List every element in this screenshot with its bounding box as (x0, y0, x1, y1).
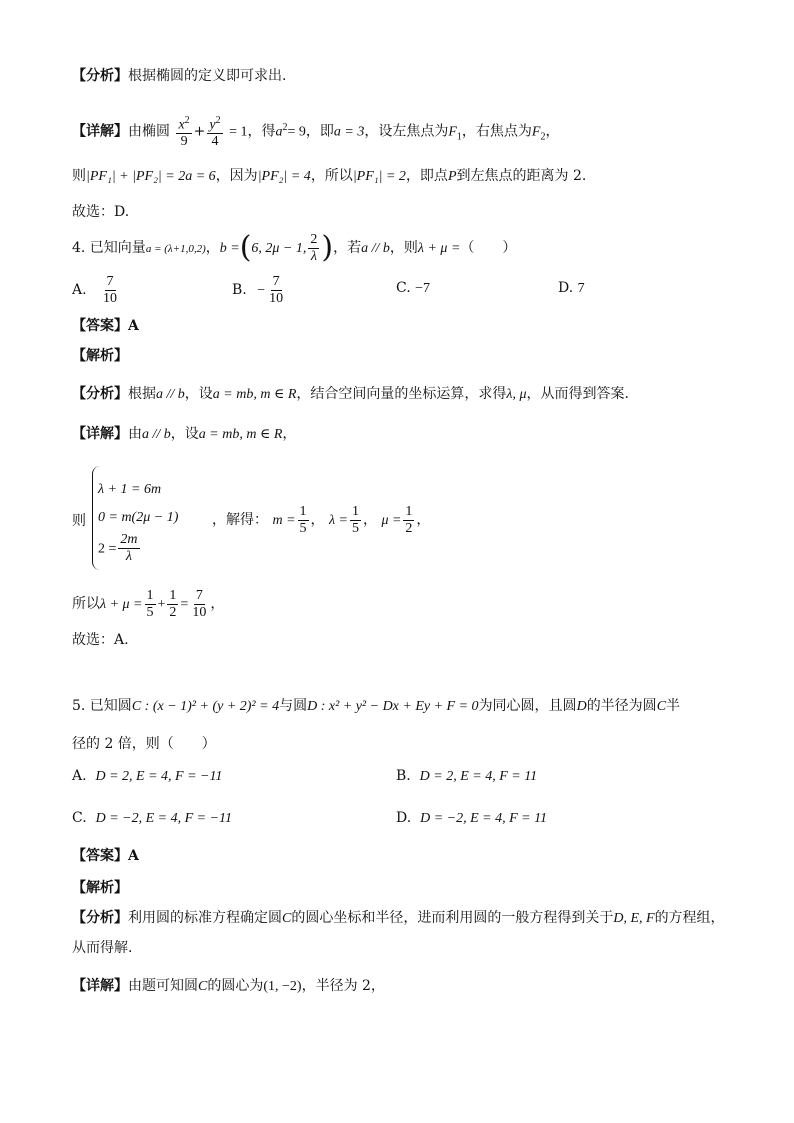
fraction-2-lambda (308, 232, 319, 265)
var-x: x (178, 117, 185, 133)
q3-choose: 故选：D. (72, 204, 130, 220)
mu-lhs: μ = (381, 513, 402, 528)
analysis-text: ，从而得到答案. (526, 386, 629, 402)
detail-text: ，即点 (405, 168, 448, 184)
denominator: 5 (351, 520, 359, 536)
minus-sign: − (257, 283, 266, 298)
F1: F (448, 124, 457, 140)
q4-option-d (558, 280, 585, 297)
numerator: 2m (120, 532, 138, 547)
option-value: D = −2, E = 4, F = −11 (95, 811, 232, 826)
q3-analysis (72, 66, 286, 86)
option-label: B. (396, 768, 411, 784)
var-C: C (282, 911, 292, 926)
q4-sum (72, 582, 224, 626)
q5-option-d (396, 810, 547, 827)
detail-text: ，设左焦点为 (364, 123, 449, 140)
q5-answer (72, 846, 139, 866)
center-coords: (1, −2) (263, 979, 302, 994)
lambda-plus-mu: λ + μ = (417, 241, 461, 256)
vector-b-components: 6, 2μ − 1, (251, 241, 307, 256)
fraction-m (298, 504, 309, 537)
plus-sign: + (157, 597, 166, 612)
detail-tag: 【详解】 (72, 426, 128, 442)
separator: ， (310, 512, 325, 528)
detail-text: ，设 (170, 426, 199, 442)
stem-text: 半 (666, 698, 681, 714)
vector-relation: a = mb, m ∈ R (212, 387, 297, 402)
detail-text: ，即 (305, 123, 334, 140)
comma: ， (205, 240, 220, 256)
question-number: 5. 已知圆 (72, 698, 132, 714)
left-paren: ( (239, 230, 252, 265)
answer-value: A (128, 848, 139, 864)
system-prefix: 则 (72, 513, 86, 529)
analysis-text: 根据椭圆的定义即可求出. (128, 68, 287, 84)
var-C: C (656, 699, 667, 714)
sum-text: 所以 (72, 596, 100, 612)
equals-nine: = 9 (287, 124, 306, 140)
numerator: 7 (195, 587, 203, 603)
denominator: λ (310, 248, 317, 264)
q5-stem-line2: 径的 2 倍，则（ ） (72, 736, 216, 752)
fraction-1-5 (145, 588, 156, 621)
analysis-tag: 【分析】 (72, 68, 128, 84)
detail-text: ，因为 (215, 168, 258, 184)
detail-text: 到左焦点的距离为 2. (456, 168, 587, 184)
vars-DEF: D, E, F (613, 911, 655, 926)
system-row-1: λ + 1 = 6m (98, 482, 162, 497)
option-label: C. (72, 810, 87, 826)
pf2-expr: |PF₂| = 4 (257, 169, 311, 184)
detail-text: 由椭圆 (128, 123, 170, 140)
circle-d-equation: D : x² + y² − Dx + Ey + F = 0 (307, 699, 479, 714)
option-label: C. (396, 280, 411, 296)
answer-tag: 【答案】 (72, 318, 128, 334)
parallel-expr: a // b (142, 427, 171, 442)
numerator: 7 (106, 273, 114, 289)
analysis-text: ，结合空间向量的坐标运算，求得 (296, 386, 507, 402)
q5-option-c (72, 810, 232, 827)
system-solution (212, 500, 430, 541)
denominator: 10 (103, 290, 118, 306)
q4-answer (72, 316, 139, 336)
answer-tag: 【答案】 (72, 848, 128, 864)
option-label: D. (396, 810, 412, 826)
denominator: 5 (299, 520, 307, 536)
q4-stem (72, 230, 516, 266)
fraction-x2-9: $\frac{x^2}{9}$ (178, 114, 190, 150)
analysis-tag: 【分析】 (72, 910, 128, 926)
detail-text: ，得 (247, 123, 276, 140)
q5-analysis-line2: 从而得解. (72, 940, 133, 956)
vector-a-def: a = (λ+1,0,2) (145, 243, 206, 255)
var-a: a (275, 124, 283, 140)
stem-text: ，则 (389, 240, 418, 256)
detail-text: 的圆心为 (207, 978, 264, 994)
analysis-text: 根据 (128, 386, 156, 402)
numerator: 2 (310, 231, 318, 247)
detail-text: ，半径为 2， (301, 978, 385, 994)
fraction-lambda (350, 504, 361, 537)
answer-paren: （ ） (460, 240, 517, 256)
numerator: 7 (272, 273, 280, 289)
q5-analysis-line1 (72, 908, 725, 929)
circle-c-equation: C : (x − 1)² + (y + 2)² = 4 (131, 699, 280, 714)
q4-jiexi: 【解析】 (72, 348, 128, 364)
detail-text: ， (282, 426, 297, 442)
solve-text: ，解得： (212, 512, 268, 528)
point-p: P (447, 169, 457, 184)
option-value: D = 2, E = 4, F = −11 (95, 769, 223, 784)
option-label: A. (72, 282, 87, 298)
option-label: D. (558, 280, 574, 296)
denominator: 10 (192, 604, 207, 620)
numerator: 1 (146, 587, 154, 603)
fraction-7-10 (190, 588, 208, 621)
denominator: 9 (180, 134, 188, 150)
fraction-mu (403, 504, 414, 537)
sum-lhs: λ + μ = (100, 597, 143, 612)
detail-tag: 【详解】 (72, 123, 128, 140)
detail-text: 由 (128, 426, 142, 442)
answer-value: A (128, 318, 139, 334)
q3-detail-line1: 【详解】由椭圆 $\frac{x^2}{9}$ + $\frac{y^2}{4}$ = 1，得$a^2= 9$，即a = 3，设左焦点为$F_1$，右焦点为$F_2$， (72, 114, 560, 150)
equals-one: = 1 (229, 124, 248, 140)
numerator: 1 (405, 503, 413, 519)
option-value: 7 (577, 281, 585, 296)
q4-option-c (396, 280, 430, 297)
denominator: 2 (405, 520, 413, 536)
denominator: λ (125, 549, 132, 564)
numerator: 1 (169, 587, 177, 603)
detail-text: ，所以 (310, 168, 353, 184)
var-C: C (198, 979, 208, 994)
detail-text: ， (545, 123, 560, 140)
option-value: D = −2, E = 4, F = 11 (420, 811, 548, 826)
fraction-7-10 (101, 274, 119, 307)
stem-text: 为同心圆，且圆 (478, 698, 577, 714)
separator: ， (210, 596, 225, 612)
q5-stem-line1 (72, 696, 680, 717)
F2: F (531, 124, 541, 140)
stem-text: 的半径为圆 (586, 698, 657, 714)
denominator: 10 (269, 290, 284, 306)
q5-option-a (72, 768, 222, 785)
var-y: y (209, 117, 216, 133)
parallel-expr: a // b (361, 241, 390, 256)
fraction-y2-4: $\frac{y^2}{4}$ (209, 114, 221, 150)
var-D: D (576, 699, 587, 714)
lambda-lhs: λ = (328, 513, 348, 528)
q3-detail-line2 (72, 166, 586, 187)
separator: ， (416, 512, 431, 528)
fraction-1-2 (167, 588, 178, 621)
analysis-text: 的方程组， (654, 910, 725, 926)
equals-sign: = (180, 597, 189, 612)
stem-text: ，若 (333, 240, 362, 256)
parallel-expr: a // b (156, 387, 185, 402)
q5-jiexi: 【解析】 (72, 880, 128, 896)
analysis-text: ，设 (184, 386, 213, 402)
denominator: 5 (146, 604, 154, 620)
focal-sum-expr: |PF₁| + |PF₂| = 2a = 6 (86, 169, 216, 184)
q5-detail (72, 976, 385, 997)
q4-option-b (232, 270, 287, 311)
q5-option-b (396, 768, 537, 785)
numerator: 1 (351, 503, 359, 519)
q4-analysis (72, 384, 629, 405)
detail-text: 则 (72, 168, 86, 184)
fraction-7-10 (267, 274, 285, 307)
stem-text: 与圆 (279, 698, 308, 714)
option-value: D = 2, E = 4, F = 11 (419, 769, 538, 784)
option-label: A. (72, 768, 87, 784)
pf1-expr: |PF₁| = 2 (352, 169, 406, 184)
fraction-2m-lambda (118, 532, 139, 565)
option-label: B. (232, 282, 247, 298)
analysis-tag: 【分析】 (72, 386, 128, 402)
lambda-mu: λ, μ (506, 387, 527, 402)
denominator: 2 (169, 604, 177, 620)
q4-choose: 故选：A. (72, 632, 129, 648)
system-row-3 (98, 532, 142, 565)
denominator: 4 (211, 134, 219, 150)
a-equals-3: a = 3 (333, 124, 365, 140)
m-lhs: m = (272, 513, 296, 528)
row3-lhs: 2 = (98, 541, 117, 557)
vector-relation: a = mb, m ∈ R (198, 427, 283, 442)
q4-detail-line1 (72, 424, 296, 445)
right-paren: ) (321, 230, 334, 265)
q4-option-a (72, 270, 121, 310)
detail-tag: 【详解】 (72, 978, 128, 994)
vector-b-lhs: b = (219, 241, 240, 256)
detail-text: 由题可知圆 (128, 978, 198, 994)
analysis-text: 利用圆的标准方程确定圆 (128, 910, 282, 926)
separator: ， (362, 512, 377, 528)
numerator: 1 (299, 503, 307, 519)
analysis-text: 的圆心坐标和半径，进而利用圆的一般方程得到关于 (291, 910, 614, 926)
system-row-2: 0 = m(2μ − 1) (98, 510, 179, 525)
option-value: −7 (415, 281, 431, 296)
detail-text: ，右焦点为 (461, 123, 532, 140)
question-number: 4. 已知向量 (72, 240, 146, 256)
